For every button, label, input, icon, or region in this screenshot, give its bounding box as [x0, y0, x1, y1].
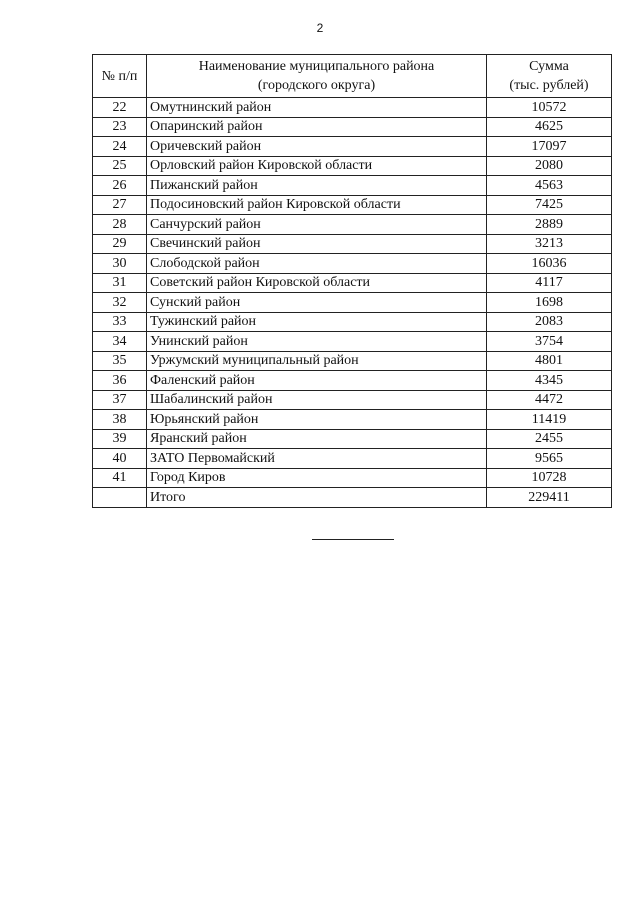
- row-sum: 2455: [487, 429, 612, 449]
- row-num: 22: [93, 98, 147, 118]
- header-name: [147, 55, 487, 98]
- table-row: [93, 312, 612, 332]
- row-num: 25: [93, 156, 147, 176]
- table-row: [93, 332, 612, 352]
- row-num: 29: [93, 234, 147, 254]
- row-num: 32: [93, 293, 147, 313]
- row-sum: 11419: [487, 410, 612, 430]
- row-name: Шабалинский район: [147, 390, 487, 410]
- row-name: Оричевский район: [147, 137, 487, 157]
- table-row: [93, 293, 612, 313]
- row-num: 37: [93, 390, 147, 410]
- header-sum: [487, 55, 612, 98]
- row-sum: 9565: [487, 449, 612, 469]
- row-sum: 10572: [487, 98, 612, 118]
- row-num: 23: [93, 117, 147, 137]
- row-sum: 3213: [487, 234, 612, 254]
- table-row: [93, 254, 612, 274]
- row-name: Слободской район: [147, 254, 487, 274]
- row-sum: 4625: [487, 117, 612, 137]
- row-num: 28: [93, 215, 147, 235]
- end-of-document-rule: [312, 539, 394, 540]
- row-name: Советский район Кировской области: [147, 273, 487, 293]
- row-sum: 2889: [487, 215, 612, 235]
- row-sum: 1698: [487, 293, 612, 313]
- row-sum: 4472: [487, 390, 612, 410]
- row-name: Юрьянский район: [147, 410, 487, 430]
- table-row: [93, 176, 612, 196]
- row-name: Орловский район Кировской области: [147, 156, 487, 176]
- row-sum: 2083: [487, 312, 612, 332]
- row-num: 34: [93, 332, 147, 352]
- row-name: Опаринский район: [147, 117, 487, 137]
- row-num: 40: [93, 449, 147, 469]
- table-row: [93, 410, 612, 430]
- row-num: 33: [93, 312, 147, 332]
- row-sum: 4563: [487, 176, 612, 196]
- row-name: Подосиновский район Кировской области: [147, 195, 487, 215]
- row-num: 41: [93, 468, 147, 488]
- total-sum: 229411: [487, 488, 612, 508]
- row-num: 24: [93, 137, 147, 157]
- row-name: Уржумский муниципальный район: [147, 351, 487, 371]
- row-sum: 4801: [487, 351, 612, 371]
- row-name: Яранский район: [147, 429, 487, 449]
- row-sum: 10728: [487, 468, 612, 488]
- row-num: 35: [93, 351, 147, 371]
- table-row: [93, 468, 612, 488]
- row-num: 36: [93, 371, 147, 391]
- table-row: [93, 137, 612, 157]
- row-num: 39: [93, 429, 147, 449]
- table-row: [93, 371, 612, 391]
- row-name: Свечинский район: [147, 234, 487, 254]
- row-sum: 4117: [487, 273, 612, 293]
- row-num: 30: [93, 254, 147, 274]
- row-name: Сунский район: [147, 293, 487, 313]
- row-num: 31: [93, 273, 147, 293]
- allocation-table: [92, 54, 612, 508]
- row-num: 26: [93, 176, 147, 196]
- row-name: Пижанский район: [147, 176, 487, 196]
- table-row: [93, 117, 612, 137]
- page-number: 2: [316, 21, 324, 35]
- row-sum: 16036: [487, 254, 612, 274]
- row-sum: 7425: [487, 195, 612, 215]
- row-name: Омутнинский район: [147, 98, 487, 118]
- row-name: Унинский район: [147, 332, 487, 352]
- row-sum: 4345: [487, 371, 612, 391]
- row-name: Фаленский район: [147, 371, 487, 391]
- header-sum-line1: Сумма: [529, 59, 569, 74]
- row-sum: 2080: [487, 156, 612, 176]
- table-row: [93, 429, 612, 449]
- row-sum: 3754: [487, 332, 612, 352]
- header-row: [93, 55, 612, 98]
- header-name-line2: (городского округа): [257, 78, 376, 93]
- row-name: ЗАТО Первомайский: [147, 449, 487, 469]
- row-sum: 17097: [487, 137, 612, 157]
- row-name: Санчурский район: [147, 215, 487, 235]
- table-row: [93, 351, 612, 371]
- header-sum-line2: (тыс. рублей): [509, 78, 589, 93]
- table-row: [93, 98, 612, 118]
- table-row: [93, 273, 612, 293]
- table-row: [93, 195, 612, 215]
- table-body: [93, 98, 612, 508]
- table-row: [93, 215, 612, 235]
- header-name-line1: Наименование муниципального района: [198, 59, 435, 74]
- table-header: [93, 55, 612, 98]
- header-num: № п/п: [93, 55, 147, 98]
- row-name: Город Киров: [147, 468, 487, 488]
- row-name: Тужинский район: [147, 312, 487, 332]
- row-num: 27: [93, 195, 147, 215]
- row-num: 38: [93, 410, 147, 430]
- total-num: [93, 488, 147, 508]
- table-row: [93, 156, 612, 176]
- table-row: [93, 390, 612, 410]
- total-row: [93, 488, 612, 508]
- table-row: [93, 449, 612, 469]
- total-label: Итого: [147, 488, 487, 508]
- table-row: [93, 234, 612, 254]
